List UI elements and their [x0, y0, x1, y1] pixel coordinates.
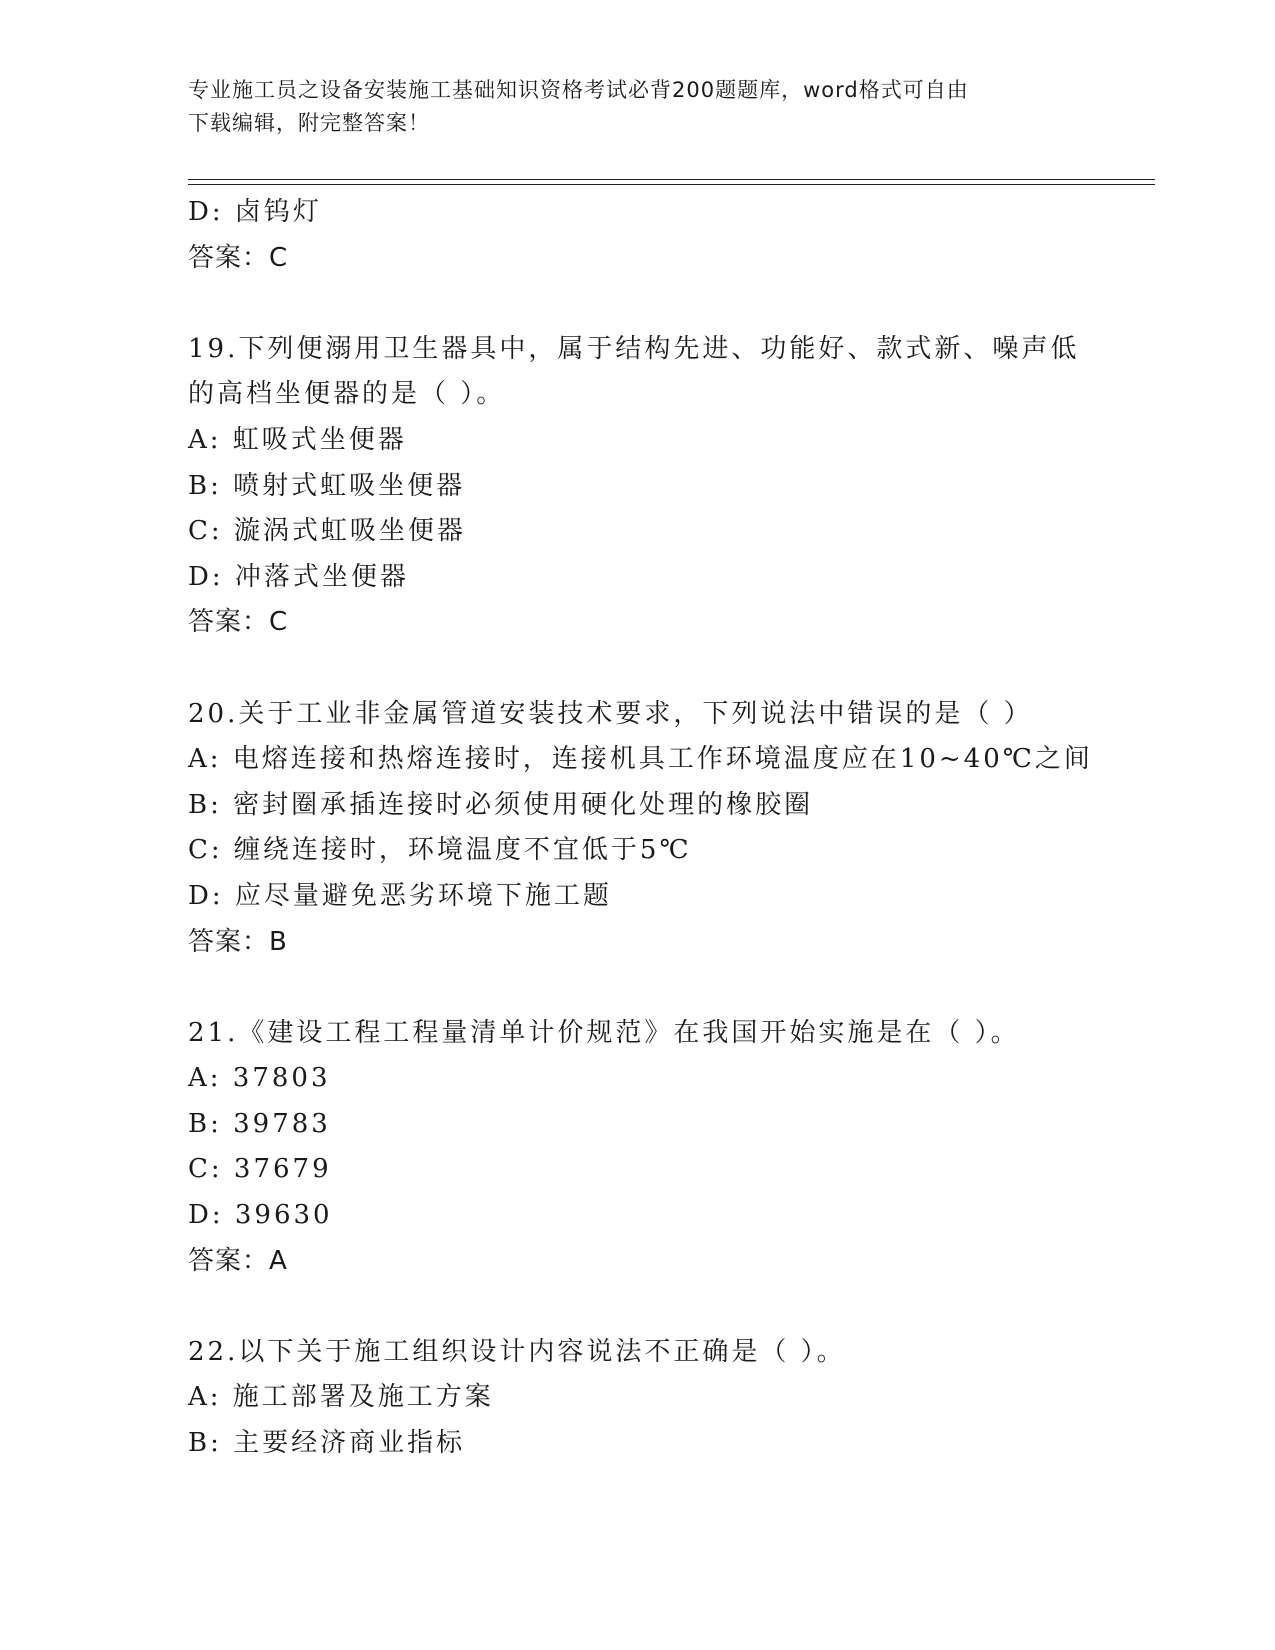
- block-gap: [188, 281, 1148, 327]
- text-line: C: 缠绕连接时，环境温度不宜低于5℃: [188, 835, 692, 866]
- block-gap: [188, 1284, 1148, 1330]
- header-line-1: 专业施工员之设备安装施工基础知识资格考试必背200题题库，word格式可自由: [188, 78, 969, 102]
- answer-line: 答案：A: [188, 1245, 288, 1276]
- text-line: 22.以下关于施工组织设计内容说法不正确是（ ）。: [188, 1336, 846, 1367]
- text-line: C: 漩涡式虹吸坐便器: [188, 516, 466, 547]
- document-header: [188, 74, 1068, 140]
- text-line: B: 主要经济商业指标: [188, 1428, 466, 1459]
- block-gap: [188, 965, 1148, 1011]
- text-line: C: 37679: [188, 1154, 332, 1185]
- header-line-2: 下载编辑，附完整答案！: [188, 111, 430, 135]
- text-line: A: 37803: [188, 1063, 331, 1094]
- text-line: A: 电熔连接和热熔连接时，连接机具工作环境温度应在10~40℃之间: [188, 744, 1093, 775]
- answer-line: 答案：B: [188, 926, 288, 957]
- block-gap: [188, 646, 1148, 692]
- header-rule-bottom: [188, 184, 1155, 185]
- text-line: B: 密封圈承插连接时必须使用硬化处理的橡胶圈: [188, 789, 814, 820]
- text-line: 21.《建设工程工程量清单计价规范》在我国开始实施是在（ ）。: [188, 1017, 1020, 1048]
- text-line: B: 喷射式虹吸坐便器: [188, 470, 466, 501]
- question-list: [188, 190, 1148, 1467]
- text-line: B: 39783: [188, 1108, 331, 1139]
- answer-line: 答案：C: [188, 242, 289, 273]
- text-line: A: 施工部署及施工方案: [188, 1382, 494, 1413]
- text-line: D: 卤钨灯: [188, 197, 322, 227]
- answer-line: 答案：C: [188, 607, 289, 638]
- text-line: 的高档坐便器的是（ ）。: [188, 379, 506, 410]
- text-line: 19.下列便溺用卫生器具中，属于结构先进、功能好、款式新、噪声低: [188, 333, 1080, 364]
- text-line: D: 39630: [188, 1200, 333, 1231]
- text-line: A: 虹吸式坐便器: [188, 424, 407, 455]
- text-line: D: 冲落式坐便器: [188, 561, 409, 592]
- text-line: D: 应尽量避免恶劣环境下施工题: [188, 880, 612, 911]
- header-rule-top: [188, 179, 1155, 180]
- text-line: 20.关于工业非金属管道安装技术要求，下列说法中错误的是（ ）: [188, 698, 1033, 729]
